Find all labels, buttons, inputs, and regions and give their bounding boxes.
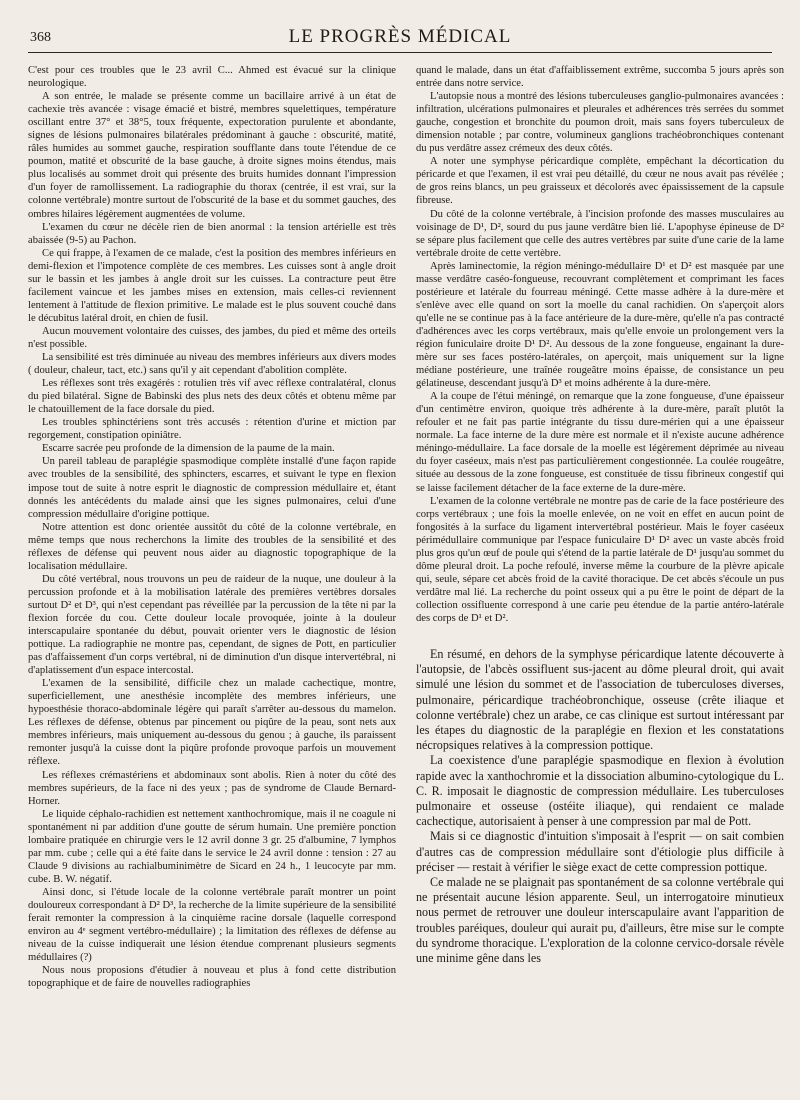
paragraph: Escarre sacrée peu profonde de la dimension de la paume de la main. xyxy=(42,443,335,455)
paragraph: Après laminectomie, la région méningo-médullaire D¹ et D² est masquée par une masse verdâtre caséo-fongueuse, recouvrant complètement et comprimant les faces postérieure et latérale du fourreau méningé. Cette masse adhère à la dure-mère et s'enlève avec elle quand on sort la moelle du canal rachidien. On s'aperçoit alors qu'elle ne se continue pas à la face antérieure de la dure-mère, qu'elle n'a pas contracté d'adhérences avec les corps vertébraux, mais qu'elle envoie un prolongement vers la région funiculaire droite D¹ D². Au dessous de la zone fongueuse, engainant la dure-mère sur ses faces postéro-latérales, on aperçoit, mais uniquement sur la ligne médiane postérieure, une traînée rougeâtre moins épaisse, de consistance un peu gélatineuse, descendant jusqu'à D³ et moins adhérente à la dure-mère. xyxy=(416,260,784,390)
paragraph: Les réflexes crémastériens et abdominaux sont abolis. Rien à noter du côté des membres supérieurs, de la face ni des yeux ; pas de syndrome de Claude Bernard-Horner. xyxy=(28,769,396,807)
left-column xyxy=(28,64,396,1090)
paragraph: Du côté vertébral, nous trouvons un peu de raideur de la nuque, une douleur à la percussion profonde et à la mobilisation latérale des premières vertèbres dorsales surtout D² et D³, qui n'est cependant pas réveillée par la percussion de la tête ni par la flexion forcée du cou. Cette douleur locale provoquée, jointe à la douleur interscapulaire spontanée du début, pouvait orienter vers le diagnostic de lésion pottique. La radiographie ne montre pas, cependant, de signes de Pott, en particulier pas d'affaissement d'un corps vertébral, ni de diminution d'un disque intervertébral, ni d'aplatissement d'un espace intercostal. xyxy=(28,573,396,677)
summary-paragraph: En résumé, en dehors de la symphyse péricardique latente découverte à l'autopsie, de l'abcès ossifluent sus-jacent au dôme pleural droit, qui avait simulé une lésion du sommet et de l'association de tuberculoses diverses, pulmonaire, péricardique trachéobronchique, osseuse (crête iliaque et colonne vertébrale) chez un arabe, ce cas clinique est surtout intéressant par les étapes du diagnostic de la paraplégie en flexion et les constatations nécropsiques relatives à la compression pottique. xyxy=(416,647,784,753)
paragraph: Un pareil tableau de paraplégie spasmodique complète installé d'une façon rapide avec troubles de la sensibilité, des sphincters, escarres, et suivant le type en flexion impose tout de suite à notre esprit le diagnostic de compression médullaire et, étant donnés les antécédents du malade ainsi que les signes pulmonaires, celui d'une compression médullaire d'origine pottique. xyxy=(28,456,396,520)
paragraph: A la coupe de l'étui méningé, on remarque que la zone fongueuse, d'une épaisseur d'un centimètre environ, quoique très adhérente à la dure-mère, paraît plutôt la refouler et ne fait pas partie intégrante du tissu dure-mérien qui a une épaisseur normale. La face interne de la dure mère est normale et il n'existe aucune adhérence méningo-médullaire. La face dorsale de la moelle est légèrement déprimée au niveau du foyer caséeux, mais n'est pas particulièrement congestionnée. La coulée rougeâtre, située au dessous de la zone fongueuse, est constituée de tissu fibrineux congestif qui se laisse facilement détacher de la face externe de la dure-mère. xyxy=(416,391,784,494)
paragraph: Les réflexes sont très exagérés : rotulien très vif avec réflexe contralatéral, clonus du pied bilatéral. Signe de Babinski des plus nets des deux côtés et obtenu même par le chatouillement de la face dorsale du pied. xyxy=(28,378,396,416)
paragraph: La sensibilité est très diminuée au niveau des membres inférieurs aux divers modes ( douleur, chaleur, tact, etc.) sans qu'il y ait cependant d'abolition complète. xyxy=(28,352,396,377)
paragraph: quand le malade, dans un état d'affaiblissement extrême, succomba 5 jours après son entrée dans notre service. xyxy=(416,65,784,90)
paragraph: L'examen de la sensibilité, difficile chez un malade cachectique, montre, superficiellement, une anesthésie incomplète des membres inférieurs, une hypoesthésie thoraco-abdominale légère qui paraît s'arrêter au-dessous du mamelon. Les réflexes de défense, obtenus par pincement ou piqûre de la peau, sont nets aux membres inférieurs, mais uniquement au-dessous du genou ; à gauche, ils paraissent remonter jusqu'à la cuisse dont la piqûre profonde provoque parfois un mouvement réflexe. xyxy=(28,678,396,768)
paragraph: Ainsi donc, si l'étude locale de la colonne vertébrale paraît montrer un point douloureux correspondant à D² D³, la recherche de la limite supérieure de la sensibilité ferait remonter la compression à la cinquième racine dorsale (laquelle correspond environ au 4ᵉ segment vertébro-médullaire) ; la limitation des réflexes de défense au niveau de la cuisse indiquerait une lésion étendue comprenant plusieurs segments médullaires (?) xyxy=(28,886,396,964)
paragraph: Aucun mouvement volontaire des cuisses, des jambes, du pied et même des orteils n'est possible. xyxy=(28,325,396,350)
paragraph: Le liquide céphalo-rachidien est nettement xanthochromique, mais il ne coagule ni spontanément ni par addition d'une goutte de sérum humain. Une première ponction lombaire pratiquée en chirurgie vers le 12 avril donne 3 gr. 25 d'albumine, 7 lymphos par mm. cube ; celle qui a été faite dans le service le 24 avril donne : tension : 27 au Claude 9 divisions au rachialbuminimètre de Sicard en 24 h., 1 leucocyte par mm. cube. B. W. négatif. xyxy=(28,808,396,885)
paragraph: Les troubles sphinctériens sont très accusés : rétention d'urine et miction par regorgement, constipation opiniâtre. xyxy=(28,417,396,442)
paragraph: Nous nous proposions d'étudier à nouveau et plus à fond cette distribution topographique et de faire de nouvelles radiographies xyxy=(28,965,396,990)
paragraph: A son entrée, le malade se présente comme un bacillaire arrivé à un état de cachexie très avancée : visage émacié et bistré, membres squelettiques, température oscillant entre 37° et 38°5, toux fréquente, expectoration purulente et abondante, signes de lésions pulmonaires bilatérales prédominant à gauche : obscurité, matité, râles humides au sommet gauche, respiration soufflante dans toute l'étendue de ce poumon, matité et obscurité de la base gauche, à droite signes moins étendus, mais plus localisés au sommet droit qui présente des bruits humides donnant l'impression d'un foyer de ramollissement. La radiographie du thorax (centrée, il est vrai, sur la colonne vertébrale) montre surtout de l'obscurité de la base et du sommet gauches, des ombres hilaires légèrement augmentées de volume. xyxy=(28,91,396,220)
paragraph: Notre attention est donc orientée aussitôt du côté de la colonne vertébrale, en même temps que nous recherchons la limite des troubles de la sensibilité et des réflexes de défense qui peuvent nous aider au diagnostic topographique de la localisation médullaire. xyxy=(28,521,396,572)
header-rule xyxy=(28,52,772,53)
right-column xyxy=(416,64,784,1090)
page-header xyxy=(26,22,774,48)
paragraph: L'autopsie nous a montré des lésions tuberculeuses ganglio-pulmonaires avancées : infiltration, ulcérations pulmonaires et pleurales et adhérences très serrées du sommet gauche, congestion et bronchite du poumon droit, mais sans foyers tuberculeux de dimension notable ; par contre, volumineux ganglions trachéobronchiques contenant du pus verdâtre assez crémeux des deux côtés. xyxy=(416,91,784,155)
page-number: 368 xyxy=(30,30,51,45)
summary-paragraph: La coexistence d'une paraplégie spasmodique en flexion à évolution rapide avec la xanthochromie et la dissociation albumino-cytologique du L. C. R. imposait le diagnostic de compression médullaire. Les tuberculoses pulmonaire et osseuse (ostéite iliaque), qui rendaient ce malade cachectique, autorisaient à penser à une compression par mal de Pott. xyxy=(416,753,784,829)
paragraph: A noter une symphyse péricardique complète, empêchant la décortication du péricarde et que l'examen, il est vrai peu détaillé, du cœur ne nous avait pas révélée ; de gros reins blancs, un peu graisseux et décolorés avec épaississement de la capsule fibreuse. xyxy=(416,156,784,207)
summary-paragraph: Mais si ce diagnostic d'intuition s'imposait à l'esprit — on sait combien d'autres cas de compression médullaire sont d'étiologie plus difficile à préciser — restait à vérifier le siège exact de cette compression pottique. xyxy=(416,829,784,874)
summary-paragraph: Ce malade ne se plaignait pas spontanément de sa colonne vertébrale qui ne présentait aucune lésion apparente. Seul, un interrogatoire minutieux nous permet de retrouver une douleur interscapulaire avant l'apparition de troubles paréiques, douleur qui aurait pu, d'ailleurs, être mise sur le compte du syndrome thoracique. L'exploration de la colonne cervico-dorsale révèle une minime gêne dans les xyxy=(416,875,784,966)
paragraph: L'examen de la colonne vertébrale ne montre pas de carie de la face postérieure des corps vertébraux ; une fois la moelle enlevée, on ne voit en effet en aucun point de fongosités à la surface du ligament intervertébral postérieur. Mais le foyer caséeux périmédullaire communique par l'espace funiculaire D¹ D² avec un vaste abcès froid plus gros qu'un œuf de poule qui s'étend de la partie latérale de D¹ jusqu'au sommet du dôme pleural droit. La poche refoulé, inverse même la courbure de la plèvre apicale qui, seule, sépare cet abcès froid de la cavité thoracique. De cet abcès s'écoule un pus verdâtre mal lié. La recherche du point osseux qui a pu être le point de départ de la collection ossifluente correspond à une carie peu étendue de la partie antéro-latérale des corps de D¹ et D². xyxy=(416,495,784,624)
paragraph: L'examen du cœur ne décèle rien de bien anormal : la tension artérielle est très abaissée (9-5) au Pachon. xyxy=(28,221,396,246)
journal-title: LE PROGRÈS MÉDICAL xyxy=(288,26,512,47)
paragraph: Du côté de la colonne vertébrale, à l'incision profonde des masses musculaires au voisinage de D¹, D², sourd du pus jaune verdâtre bien lié. L'apophyse épineuse de D² se sépare plus facilement que celle des autres vertèbres par suite d'une carie de la lame vertébrale droite de cette vertèbre. xyxy=(416,208,784,259)
paragraph: Ce qui frappe, à l'examen de ce malade, c'est la position des membres inférieurs en demi-flexion et l'impotence complète de ces membres. Les cuisses sont à angle droit sur le bassin et les jambes à angle droit sur les cuisses. La contracture peut être facilement vaincue et les jambes mises en extension, mais celles-ci reviennent lentement à l'attitude de flexion primitive. Le malade est le plus souvent couché dans le décubitus latéral droit, en chien de fusil. xyxy=(28,247,396,324)
paragraph: C'est pour ces troubles que le 23 avril C... Ahmed est évacué sur la clinique neurologique. xyxy=(28,65,396,90)
section-spacer xyxy=(416,625,784,647)
